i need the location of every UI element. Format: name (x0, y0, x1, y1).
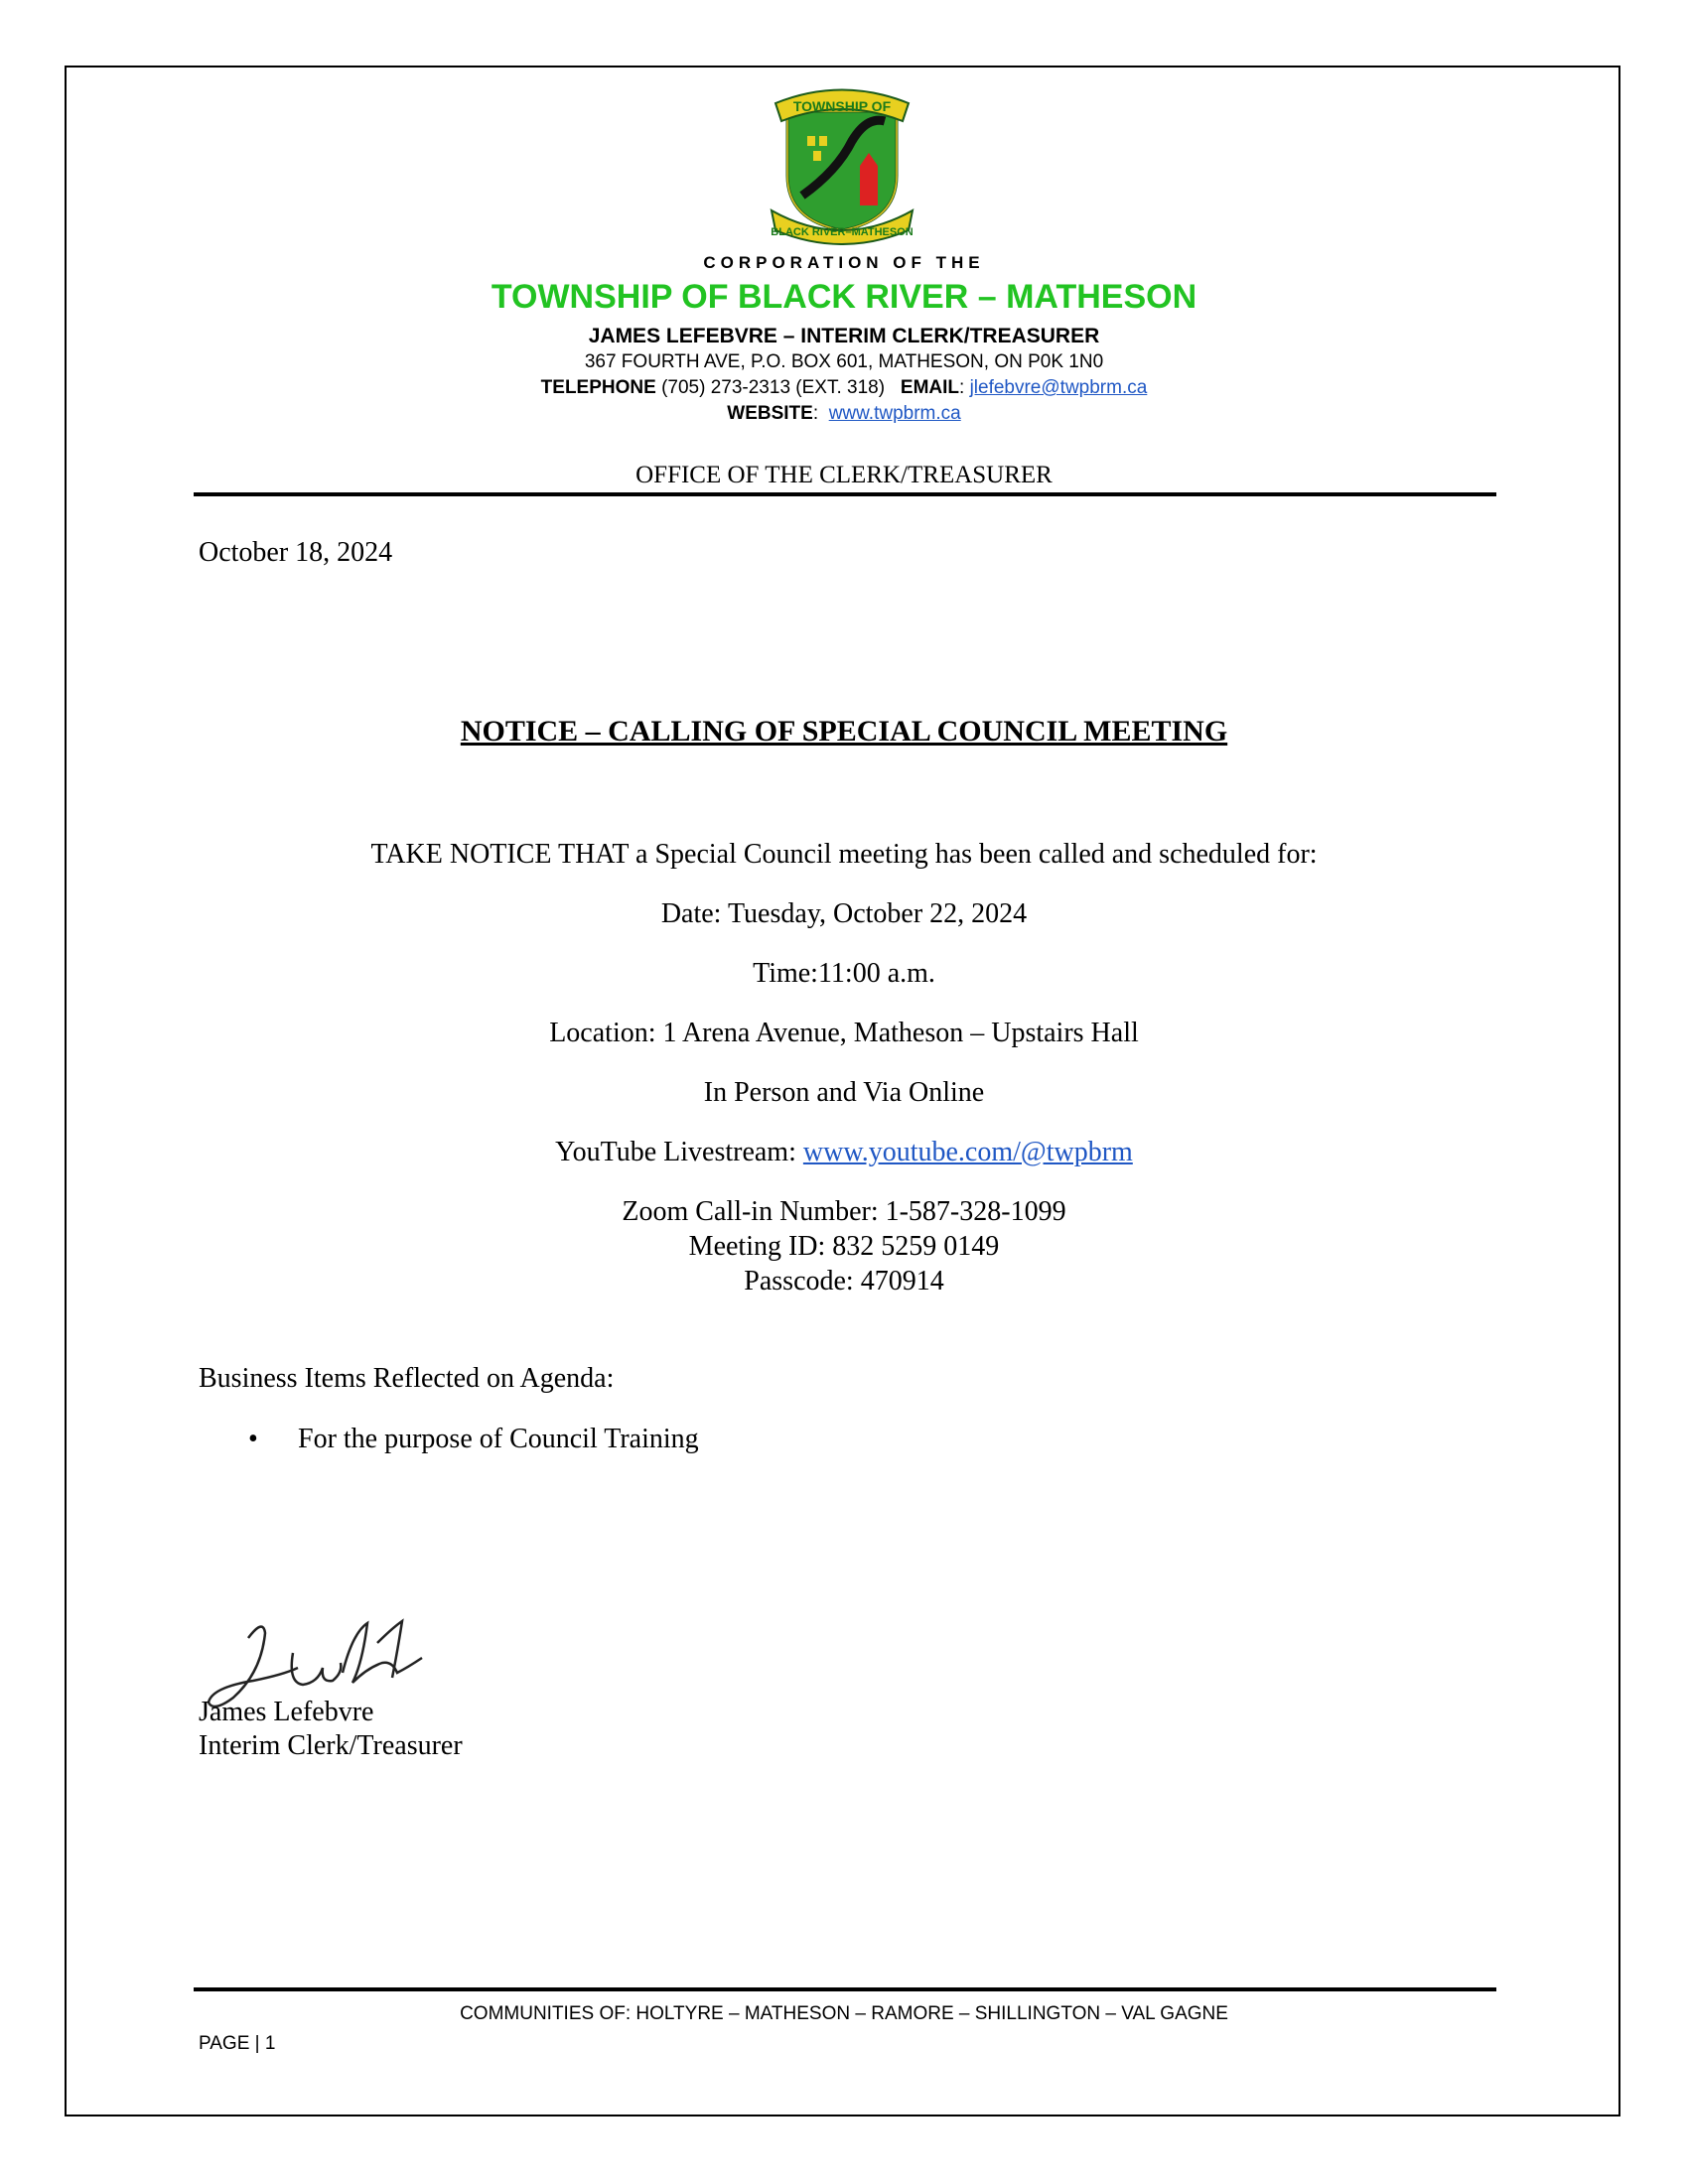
page-number: PAGE | 1 (199, 2033, 276, 2054)
signer-title: Interim Clerk/Treasurer (199, 1730, 463, 1761)
footer-communities: COMMUNITIES OF: HOLTYRE – MATHESON – RAMORE – SHILLINGTON – VAL GAGNE (460, 2003, 1228, 2024)
bullet-icon: • (248, 1424, 258, 1454)
email-label: EMAIL (900, 377, 959, 398)
telephone-label: TELEPHONE (540, 377, 656, 398)
youtube-line (0, 1137, 1688, 1168)
list-item (248, 1424, 699, 1455)
notice-title: NOTICE – CALLING OF SPECIAL COUNCIL MEETING (460, 715, 1228, 748)
meeting-location: Location: 1 Arena Avenue, Matheson – Upstairs Hall (549, 1018, 1139, 1048)
meeting-id: Meeting ID: 832 5259 0149 (688, 1231, 1000, 1262)
meeting-date: Date: Tuesday, October 22, 2024 (660, 898, 1028, 929)
meeting-mode: In Person and Via Online (703, 1077, 985, 1108)
signer-name: James Lefebvre (199, 1697, 374, 1727)
office-heading: OFFICE OF THE CLERK/TREASURER (635, 462, 1053, 488)
zoom-number: Zoom Call-in Number: 1-587-328-1099 (622, 1196, 1066, 1227)
address-line: 367 FOURTH AVE, P.O. BOX 601, MATHESON, ON P0K 1N0 (584, 351, 1104, 372)
header-divider (194, 492, 1496, 496)
website-line: WEBSITE: www.twpbrm.ca (727, 403, 961, 424)
notice-intro: TAKE NOTICE THAT a Special Council meeting has been called and scheduled for: (370, 839, 1318, 870)
signature-block (199, 1696, 463, 1763)
footer-divider (194, 1987, 1496, 1991)
contact-line: TELEPHONE (705) 273-2313 (EXT. 318) EMAIL: jlefebvre@twpbrm.ca (540, 377, 1148, 398)
logo-bottom-text: BLACK RIVER–MATHESON (771, 226, 914, 238)
youtube-label: YouTube Livestream: (555, 1137, 803, 1167)
telephone-value: (705) 273-2313 (EXT. 318) (661, 377, 886, 398)
clerk-line: JAMES LEFEBVRE – INTERIM CLERK/TREASURER (588, 325, 1100, 347)
email-link[interactable]: jlefebvre@twpbrm.ca (969, 377, 1148, 398)
logo-top-text: TOWNSHIP OF (792, 98, 892, 114)
passcode: Passcode: 470914 (744, 1266, 944, 1297)
website-label: WEBSITE (727, 403, 813, 424)
township-crest-logo (758, 81, 926, 245)
business-item: For the purpose of Council Training (298, 1424, 699, 1454)
meeting-time: Time:11:00 a.m. (753, 958, 935, 989)
youtube-link[interactable]: www.youtube.com/@twpbrm (802, 1137, 1133, 1167)
corporation-line: CORPORATION OF THE (703, 253, 985, 272)
business-heading: Business Items Reflected on Agenda: (199, 1363, 615, 1394)
township-name: TOWNSHIP OF BLACK RIVER – MATHESON (491, 278, 1197, 316)
letter-date: October 18, 2024 (199, 537, 393, 568)
website-link[interactable]: www.twpbrm.ca (828, 403, 961, 424)
